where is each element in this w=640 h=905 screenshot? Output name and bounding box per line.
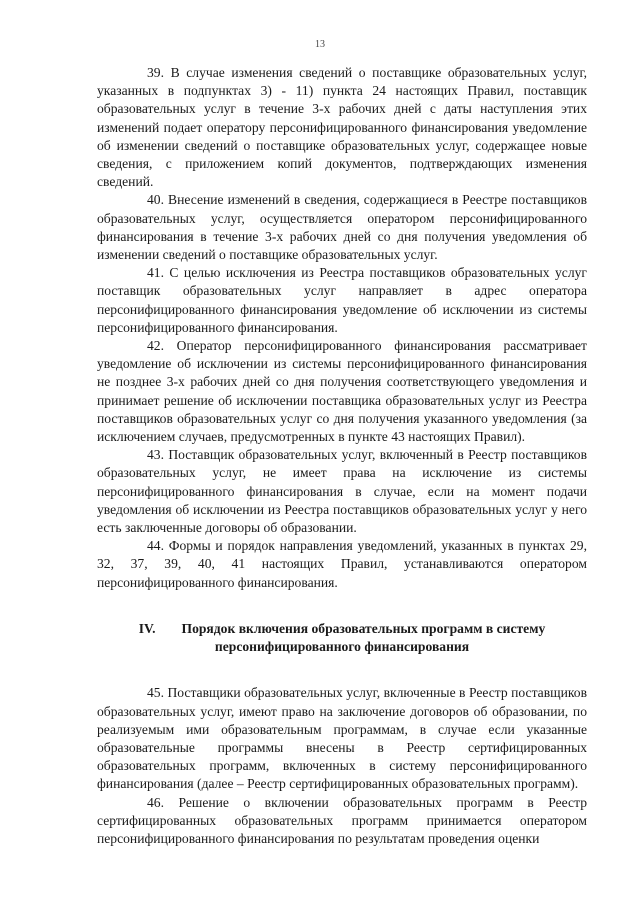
- paragraph-41: 41. С целью исключения из Реестра поставщиков образовательных услуг поставщик образовательных услуг направляет в адрес оператора персонифицированного финансирования уведомление об исключении из системы персонифицированного финансирования.: [97, 265, 587, 335]
- paragraph-40: 40. Внесение изменений в сведения, содержащиеся в Реестре поставщиков образовательных услуг, осуществляется оператором персонифицированного финансирования в течение 3-х рабочих дней со дня получения уведомления об изменении сведений о поставщике образовательных услуг.: [97, 192, 587, 263]
- page-number: 13: [315, 39, 325, 50]
- paragraph-44: 44. Формы и порядок направления уведомлений, указанных в пунктах 29, 32, 37, 39, 40, 41 настоящих Правил, устанавливаются оператором персонифицированного финансирования.: [97, 538, 587, 590]
- document-body: [97, 64, 587, 848]
- section-heading-line1: [97, 620, 587, 638]
- paragraph-39: 39. В случае изменения сведений о поставщике образовательных услуг, указанных в подпунктах 3) - 11) пункта 24 настоящих Правил, поставщик образовательных услуг в течение 3-х рабочих дней с даты наступления этих изменений подает оператору персонифицированного финансирования уведомление об изменении сведений о поставщике образовательных услуг, содержащее новые сведения, с приложением копий документов, подтверждающих изменения сведений.: [97, 65, 587, 190]
- paragraph-42: 42. Оператор персонифицированного финансирования рассматривает уведомление об исключении из системы персонифицированного финансирования не позднее 3-х рабочих дней со дня получения соответствующего уведомления и принимает решение об исключении поставщика образовательных услуг из Реестра поставщиков образовательных услуг со дня получения указанного уведомления (за исключением случаев, предусмотренных в пункте 43 настоящих Правил).: [97, 338, 587, 445]
- section-number: IV.: [138, 620, 156, 636]
- section-heading: [97, 620, 587, 656]
- paragraph-45: 45. Поставщики образовательных услуг, включенные в Реестр поставщиков образовательных услуг, имеют право на заключение договоров об образовании, по реализуемым ими образовательным программам, в случае если указанные образовательные программы внесены в Реестр сертифицированных образовательных программ, включенных в систему персонифицированного финансирования (далее – Реестр сертифицированных образовательных программ).: [97, 685, 587, 792]
- paragraph-46: 46. Решение о включении образовательных программ в Реестр сертифицированных образовательных программ принимается оператором персонифицированного финансирования по результатам проведения оценки: [97, 794, 587, 846]
- paragraph-43: 43. Поставщик образовательных услуг, включенный в Реестр поставщиков образовательных услуг, не имеет права на исключение из системы персонифицированного финансирования в случае, если на момент подачи уведомления об исключении из Реестра поставщиков образовательных услуг у него есть заключенные договоры об образовании.: [97, 447, 587, 536]
- section-title-line2: персонифицированного финансирования: [214, 639, 470, 655]
- section-title-line1: Порядок включения образовательных программ в систему: [181, 620, 546, 636]
